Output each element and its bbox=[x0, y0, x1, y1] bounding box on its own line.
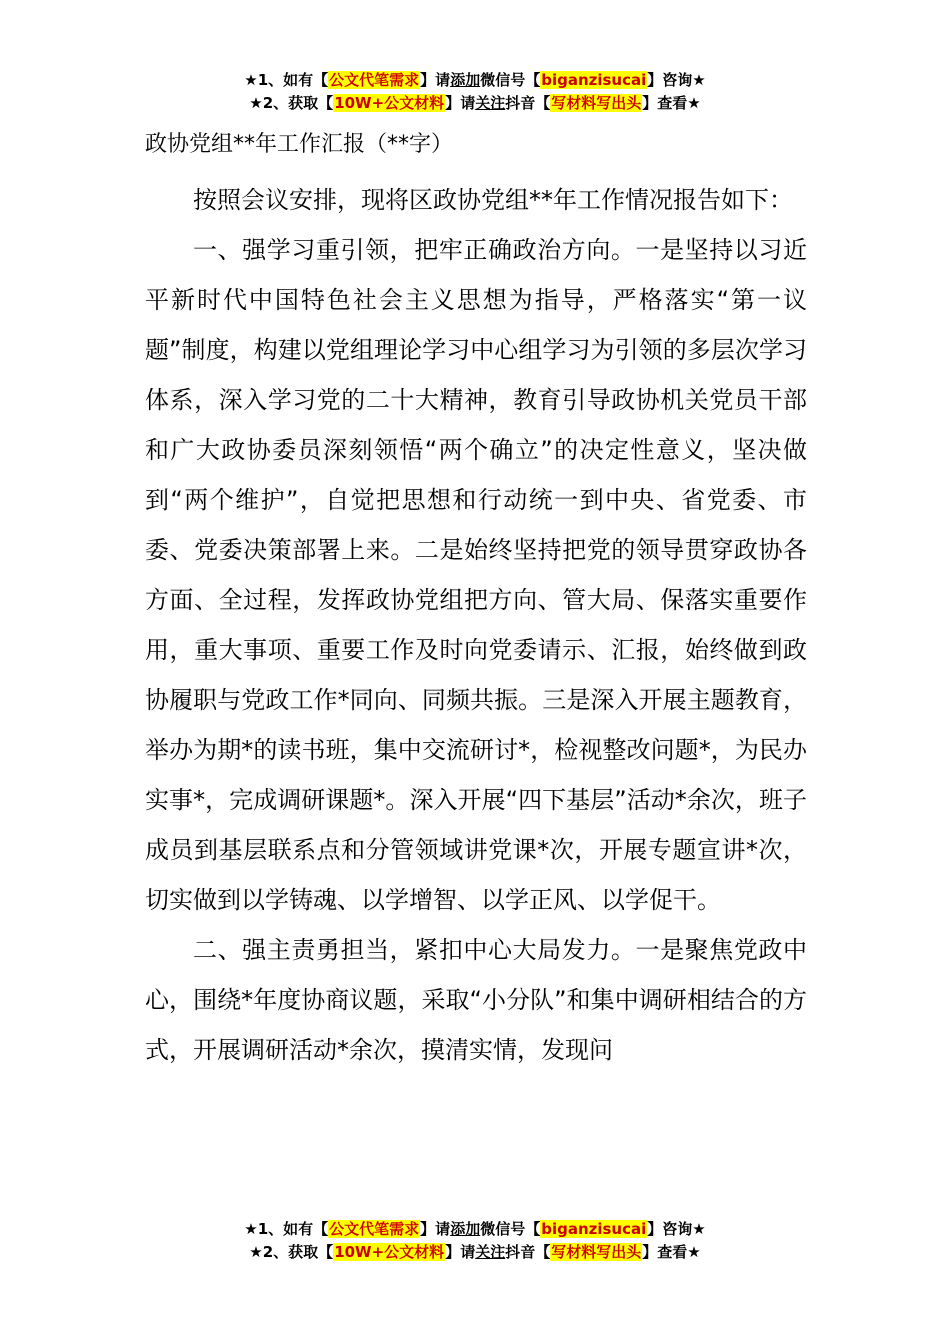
paragraph-section-2: 二、强主责勇担当，紧扣中心大局发力。一是聚焦党政中心，围绕*年度协商议题，采取“小分队”和集中调研相结合的方式，开展调研活动*余次，摸清实情，发现问 bbox=[145, 936, 807, 1064]
highlight-wechat-id: biganzisucai bbox=[541, 71, 647, 89]
footer-banner-line-1 bbox=[0, 1218, 950, 1241]
banner-text: ★1、如有【 bbox=[244, 1220, 329, 1238]
underlined-action: 添加 bbox=[450, 1220, 481, 1238]
highlight-materials: 10W+公文材料 bbox=[334, 1243, 445, 1261]
banner-text: 】咨询★ bbox=[647, 1220, 706, 1238]
banner-text: 】请 bbox=[420, 71, 451, 89]
highlight-wechat-id: biganzisucai bbox=[541, 1220, 647, 1238]
highlight-service: 公文代笔需求 bbox=[329, 71, 420, 89]
banner-text: 微信号【 bbox=[480, 1220, 541, 1238]
paragraph-section-1: 一、强学习重引领，把牢正确政治方向。一是坚持以习近平新时代中国特色社会主义思想为指导，严格落实“第一议题”制度，构建以党组理论学习中心组学习为引领的多层次学习体系，深入学习党的二十大精神，教育引导政协机关党员干部和广大政协委员深刻领悟“两个确立”的决定性意义，坚决做到“两个维护”，自觉把思想和行动统一到中央、省党委、市委、党委决策部署上来。二是始终坚持把党的领导贯穿政协各方面、全过程，发挥政协党组把方向、管大局、保落实重要作用，重大事项、重要工作及时向党委请示、汇报，始终做到政协履职与党政工作*同向、同频共振。三是深入开展主题教育，举办为期*的读书班，集中交流研讨*，检视整改问题*，为民办实事*，完成调研课题*。深入开展“四下基层”活动*余次，班子成员到基层联系点和分管领域讲党课*次，开展专题宣讲*次，切实做到以学铸魂、以学增智、以学正风、以学促干。 bbox=[145, 236, 807, 914]
banner-text: 】请 bbox=[420, 1220, 451, 1238]
footer-banner bbox=[0, 1218, 950, 1264]
paragraph-intro: 按照会议安排，现将区政协党组**年工作情况报告如下： bbox=[193, 186, 793, 214]
highlight-materials: 10W+公文材料 bbox=[334, 94, 445, 112]
header-banner-line-1 bbox=[0, 69, 950, 92]
banner-text: 】查看★ bbox=[642, 94, 701, 112]
underlined-action: 关注 bbox=[475, 1243, 506, 1261]
banner-text: 】咨询★ bbox=[647, 71, 706, 89]
header-banner bbox=[0, 69, 950, 115]
banner-text: 】请 bbox=[445, 1243, 476, 1261]
banner-text: ★2、获取【 bbox=[249, 94, 334, 112]
underlined-action: 关注 bbox=[475, 94, 506, 112]
banner-text: 】请 bbox=[445, 94, 476, 112]
banner-text: 微信号【 bbox=[480, 71, 541, 89]
banner-text: 抖音【 bbox=[505, 1243, 551, 1261]
banner-text: 】查看★ bbox=[642, 1243, 701, 1261]
highlight-service: 公文代笔需求 bbox=[329, 1220, 420, 1238]
banner-text: ★2、获取【 bbox=[249, 1243, 334, 1261]
underlined-action: 添加 bbox=[450, 71, 481, 89]
footer-banner-line-2 bbox=[0, 1241, 950, 1264]
banner-text: ★1、如有【 bbox=[244, 71, 329, 89]
document-title: 政协党组**年工作汇报（**字） bbox=[145, 132, 454, 157]
document-body bbox=[145, 175, 807, 1075]
banner-text: 抖音【 bbox=[505, 94, 551, 112]
highlight-douyin-account: 写材料写出头 bbox=[551, 94, 642, 112]
header-banner-line-2 bbox=[0, 92, 950, 115]
highlight-douyin-account: 写材料写出头 bbox=[551, 1243, 642, 1261]
